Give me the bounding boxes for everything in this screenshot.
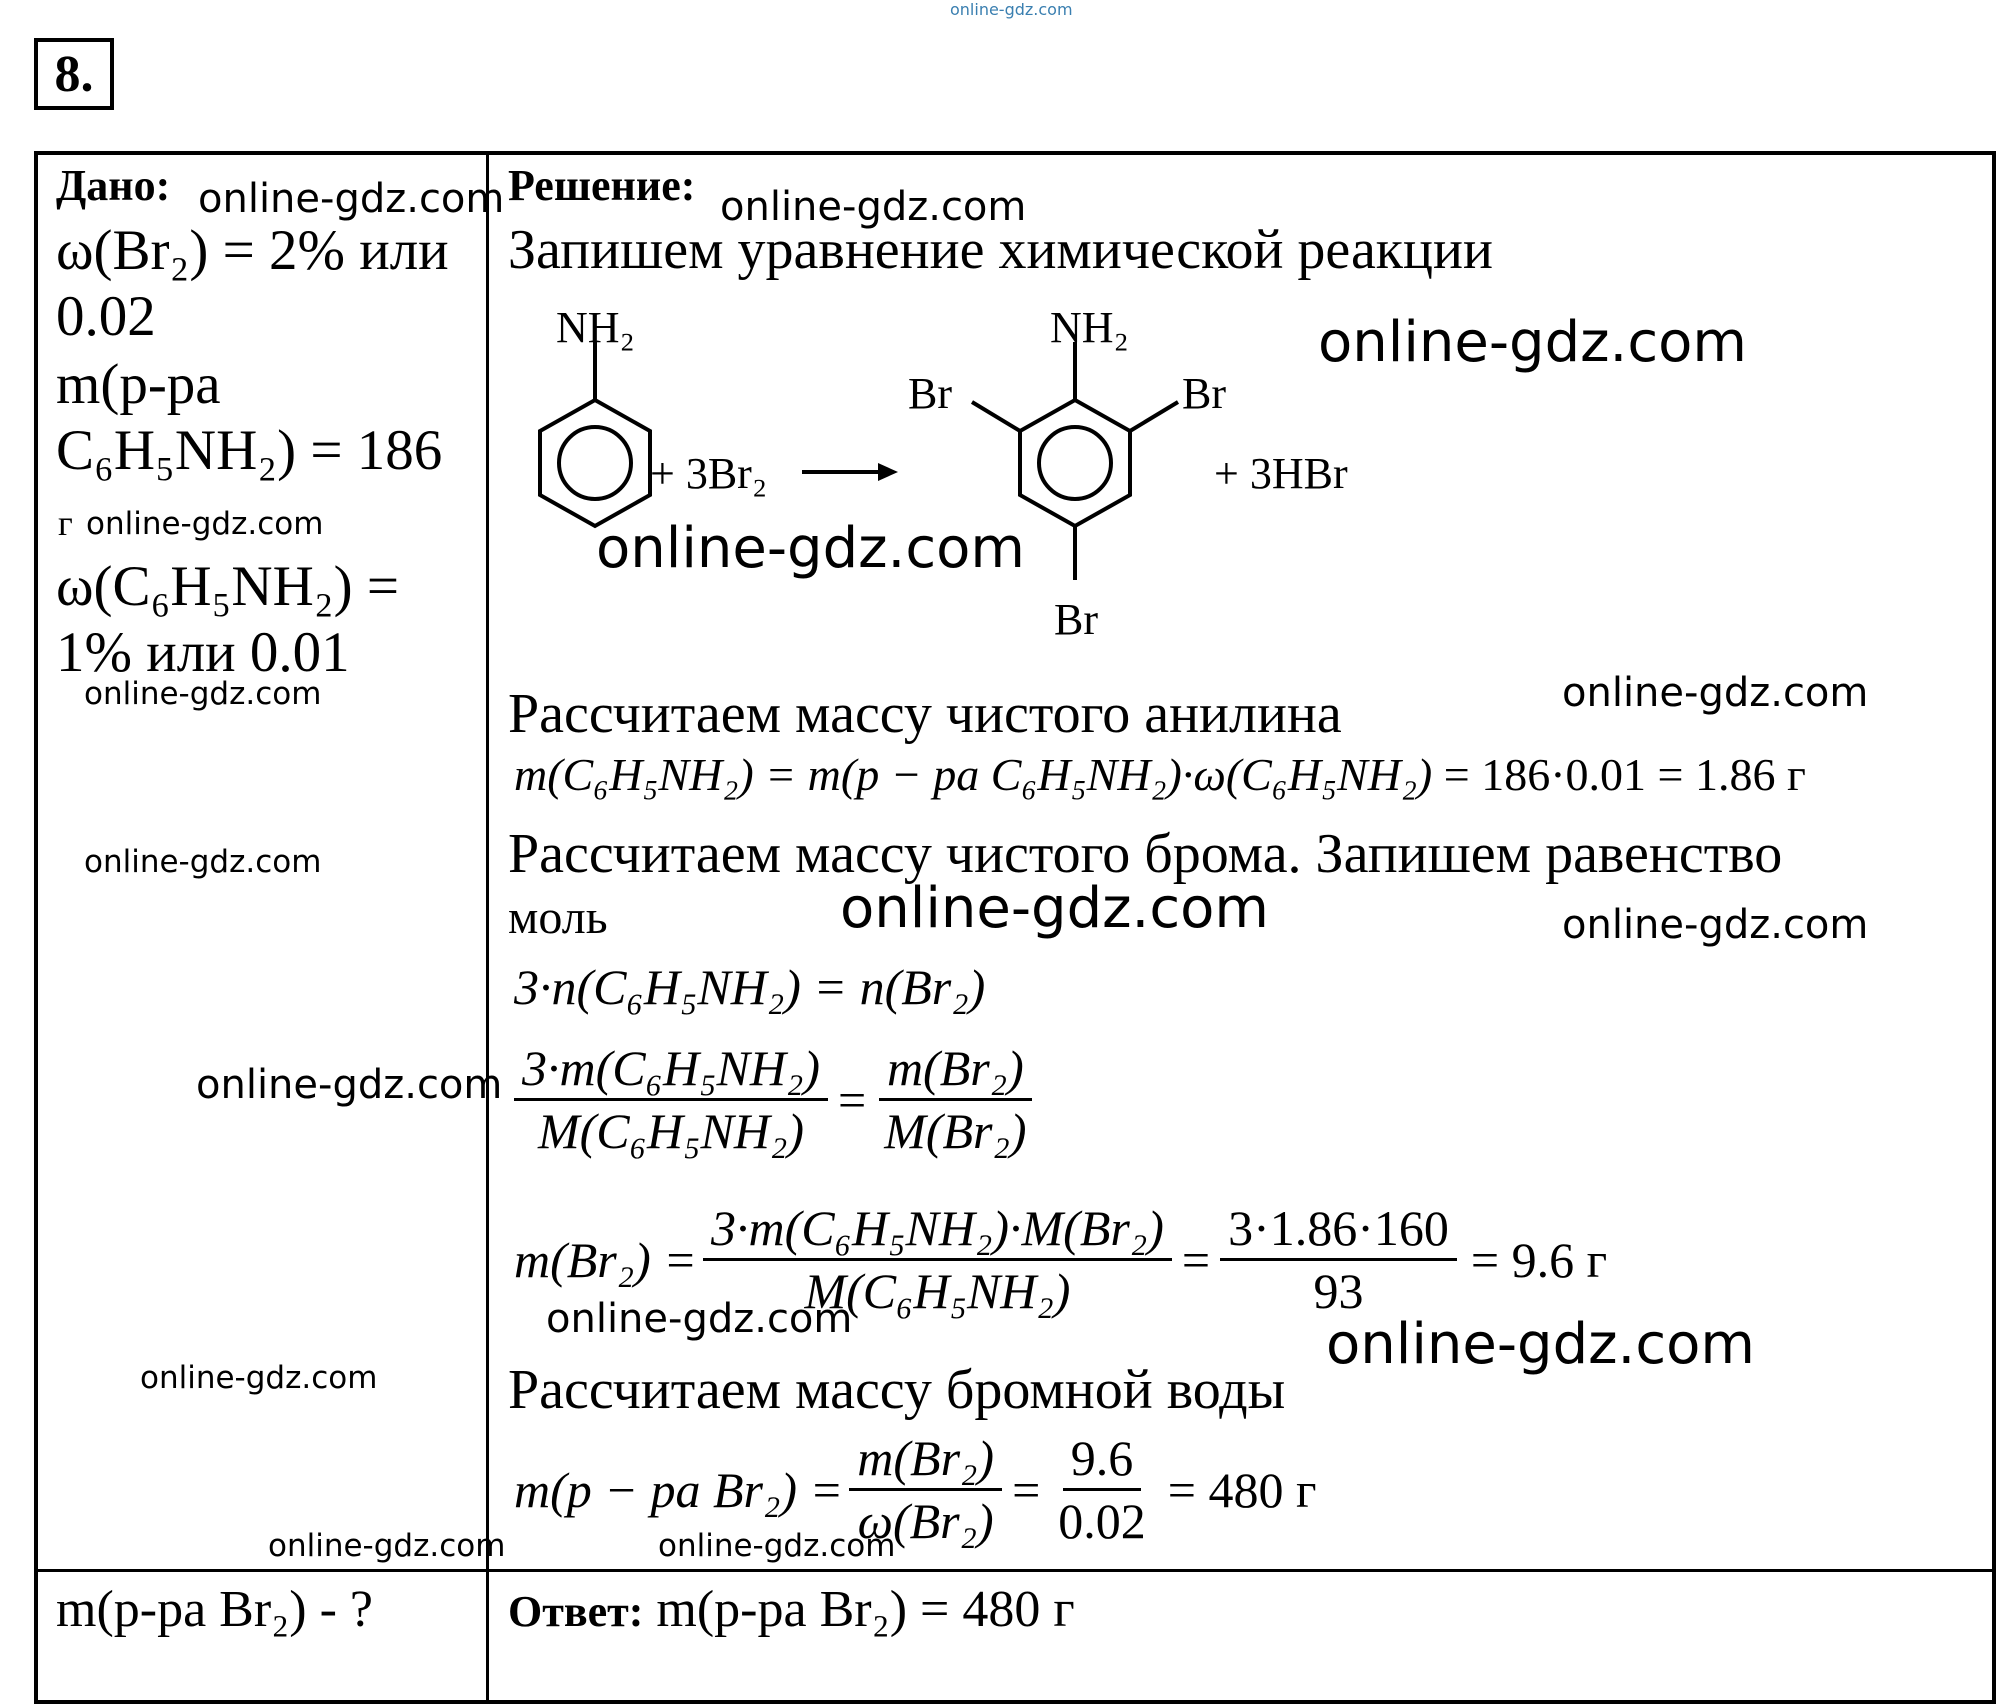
- product-br-right: Br: [1182, 369, 1226, 418]
- table-border-left: [34, 151, 38, 1704]
- solution-heading: Решение:: [508, 161, 696, 210]
- eq5-f1-denominator: ω(Br₂): [857, 1492, 994, 1549]
- eq4-result: = 9.6 г: [1470, 1232, 1608, 1289]
- eq3-right-numerator: m(Br₂): [879, 1040, 1032, 1101]
- given-line-5: г: [58, 503, 73, 543]
- watermark: online-gdz.com: [268, 1528, 506, 1564]
- watermark: online-gdz.com: [84, 676, 322, 712]
- given-line-1: ω(Br₂) = 2% или: [56, 219, 449, 282]
- equation-aniline-mass: [514, 748, 1806, 801]
- aniline-ring: [540, 342, 650, 526]
- watermark: online-gdz.com: [1562, 902, 1869, 948]
- eq1-rhs: = 186·0.01 = 1.86 г: [1432, 749, 1806, 800]
- site-watermark-top: online-gdz.com: [950, 0, 1073, 19]
- watermark: online-gdz.com: [658, 1528, 896, 1564]
- given-find: m(р-ра Br₂) - ?: [56, 1581, 374, 1638]
- eq3-left-denominator: M(C₆H₅NH₂): [537, 1102, 804, 1159]
- answer-line: [508, 1580, 1075, 1639]
- eq3-right-denominator: M(Br₂): [884, 1102, 1027, 1159]
- given-line-3: m(р-ра: [56, 353, 221, 416]
- reaction-arrow: [802, 463, 898, 481]
- eq5-f2-denominator: 0.02: [1058, 1492, 1146, 1549]
- eq5-f1-numerator: m(Br₂): [849, 1430, 1002, 1491]
- watermark: online-gdz.com: [1326, 1312, 1755, 1377]
- eq5-result: = 480 г: [1167, 1462, 1317, 1519]
- reactant-group-nh2: NH₂: [556, 303, 635, 352]
- table-divider-horizontal: [34, 1569, 1996, 1572]
- problem-number: 8.: [34, 38, 114, 110]
- step-3-line-1: Рассчитаем массу чистого брома. Запишем равенство: [508, 823, 1783, 885]
- eq5-lhs: m(p − pa Br₂) =: [514, 1462, 844, 1519]
- eq3-equals: =: [837, 1072, 867, 1129]
- given-line-2: 0.02: [56, 285, 156, 348]
- eq5-f2-numerator: 9.6: [1063, 1430, 1142, 1491]
- step-3-line-2: моль: [508, 891, 608, 944]
- eq4-f1-denominator: M(C₆H₅NH₂): [804, 1262, 1071, 1319]
- given-line-7: 1% или 0.01: [56, 621, 350, 684]
- eq4-equals: =: [1181, 1232, 1211, 1289]
- answer-label: Ответ:: [508, 1587, 644, 1636]
- eq4-fraction-numeric: [1220, 1200, 1457, 1321]
- watermark: online-gdz.com: [196, 1062, 503, 1108]
- watermark: online-gdz.com: [720, 184, 1027, 230]
- watermark: online-gdz.com: [840, 876, 1269, 941]
- step-2-text: Рассчитаем массу чистого анилина: [508, 683, 1342, 745]
- watermark: online-gdz.com: [546, 1296, 853, 1342]
- watermark: online-gdz.com: [198, 176, 505, 222]
- eq4-f2-numerator: 3·1.86·160: [1220, 1200, 1457, 1261]
- given-line-6: ω(C₆H₅NH₂) =: [56, 555, 400, 618]
- table-border-bottom: [34, 1700, 1996, 1704]
- eq3-right-fraction: [876, 1040, 1034, 1161]
- eq3-left-numerator: 3·m(C₆H₅NH₂): [514, 1040, 828, 1101]
- product-br-left: Br: [908, 369, 952, 418]
- table-border-right: [1992, 151, 1996, 1704]
- equation-mass-ratio: [514, 1040, 1035, 1161]
- equation-mole-equality: 3·n(C₆H₅NH₂) = n(Br₂): [514, 959, 986, 1015]
- step-1-text: Запишем уравнение химической реакции: [508, 219, 1493, 281]
- byproduct-hbr: + 3HBr: [1214, 449, 1348, 498]
- watermark: online-gdz.com: [596, 516, 1025, 581]
- table-divider-vertical: [486, 151, 489, 1704]
- eq4-lhs: m(Br₂) =: [514, 1232, 698, 1289]
- eq1-lhs: m(C₆H₅NH₂) = m(p − pa C₆H₅NH₂)·ω(C₆H₅NH₂): [514, 749, 1433, 800]
- given-heading: Дано:: [56, 161, 171, 210]
- eq4-f2-denominator: 93: [1313, 1262, 1364, 1319]
- equation-bromine-water-mass: [514, 1430, 1327, 1551]
- reagent-bromine: + 3Br₂: [650, 449, 768, 498]
- watermark: online-gdz.com: [140, 1360, 378, 1396]
- watermark: online-gdz.com: [1318, 310, 1747, 375]
- eq5-fraction-numeric: [1050, 1430, 1154, 1551]
- eq5-equals: =: [1012, 1462, 1041, 1519]
- watermark: online-gdz.com: [1562, 670, 1869, 716]
- watermark: online-gdz.com: [84, 844, 322, 880]
- product-group-nh2: NH₂: [1050, 303, 1129, 352]
- product-br-bottom: Br: [1054, 595, 1098, 644]
- table-border-top: [34, 151, 1996, 155]
- given-line-4: C₆H₅NH₂) = 186: [56, 419, 443, 482]
- step-4-text: Рассчитаем массу бромной воды: [508, 1359, 1286, 1421]
- eq4-f1-numerator: 3·m(C₆H₅NH₂)·M(Br₂): [703, 1200, 1172, 1261]
- eq3-left-fraction: [514, 1040, 828, 1161]
- answer-value: m(р-ра Br₂) = 480 г: [643, 1581, 1075, 1638]
- watermark: online-gdz.com: [86, 506, 324, 542]
